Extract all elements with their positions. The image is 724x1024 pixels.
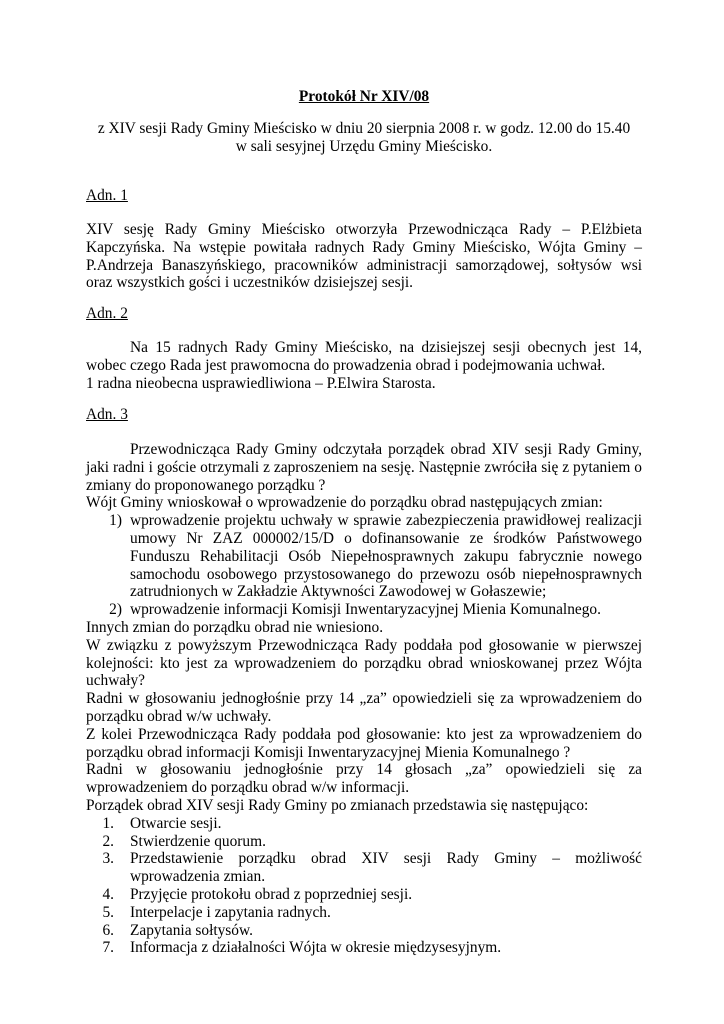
list-item <box>86 512 642 601</box>
list-item <box>86 939 642 957</box>
list-number: 1) <box>109 512 122 530</box>
list-item <box>86 833 642 851</box>
list-text: Przedstawienie porządku obrad XIV sesji Rady Gminy – możliwość wprowadzenia zmian. <box>130 850 642 886</box>
list-text: Otwarcie sesji. <box>130 814 222 832</box>
list-item <box>86 886 642 904</box>
list-text: Interpelacje i zapytania radnych. <box>130 903 331 921</box>
list-item <box>86 815 642 833</box>
subtitle-line-2: w sali sesyjnej Urzędu Gminy Mieścisko. <box>235 137 493 155</box>
changes-list <box>86 512 642 619</box>
paragraph-wojt: Wójt Gminy wnioskował o wprowadzenie do porządku obrad następujących zmian: <box>86 494 603 512</box>
list-number: 3. <box>102 850 114 868</box>
paragraph: Innych zmian do porządku obrad nie wniesiono. <box>86 618 384 636</box>
list-item <box>86 904 642 922</box>
document-title: Protokół Nr XIV/08 <box>298 88 430 105</box>
section-adn-2 <box>86 305 642 323</box>
list-text: Stwierdzenie quorum. <box>130 832 266 850</box>
list-text: Informacja z działalności Wójta w okresie międzysesyjnym. <box>130 939 502 957</box>
list-number: 6. <box>102 921 114 939</box>
section-adn-3-body <box>86 441 642 957</box>
section-adn-2-body <box>86 339 642 392</box>
list-number: 7. <box>102 939 114 957</box>
paragraph: Radni w głosowaniu jednogłośnie przy 14 głosach „za” opowiedzieli się za wprowadzeniem do porządku obrad w/w informacji. <box>86 761 642 797</box>
list-number: 5. <box>102 903 114 921</box>
list-number: 4. <box>102 885 114 903</box>
list-number: 2. <box>102 832 114 850</box>
section-heading: Adn. 1 <box>86 187 128 204</box>
document-subtitle <box>86 120 642 156</box>
section-adn-3 <box>86 406 642 424</box>
section-adn-1 <box>86 187 642 205</box>
list-text: Zapytania sołtysów. <box>130 921 253 939</box>
list-text: wprowadzenie informacji Komisji Inwentaryzacyjnej Mienia Komunalnego. <box>130 601 601 619</box>
list-text: wprowadzenie projektu uchwały w sprawie zabezpieczenia prawidłowej realizacji umowy Nr ZAZ 000002/15/D o dofinansowanie ze środków Państwowego Funduszu Rehabilitacji Osób Niepełnosprawnych zakupu fabrycznie nowego samochodu osobowego przystosowanego do przewozu osób niepełnosprawnych zatrudnionych w Zakładzie Aktywności Zawodowej w Gołaszewie; <box>130 512 642 601</box>
list-item <box>86 922 642 940</box>
list-number: 2) <box>109 601 122 619</box>
paragraph: XIV sesję Rady Gminy Mieścisko otworzyła Przewodnicząca Rady – P.Elżbieta Kapczyńska. Na wstępie powitała radnych Rady Gminy Mieścisko, Wójta Gminy – P.Andrzeja Banaszyńskiego, pracowników administracji samorządowej, sołtysów wsi oraz wszystkich gości i uczestników dzisiejszej sesji. <box>86 221 642 292</box>
subtitle-line-1: z XIV sesji Rady Gminy Mieścisko w dniu 20 sierpnia 2008 r. w godz. 12.00 do 15.40 <box>97 120 631 137</box>
paragraph: W związku z powyższym Przewodnicząca Rady poddała pod głosowanie w pierwszej kolejności: kto jest za wprowadzeniem do porządku obrad wnioskowanej przez Wójta uchwały? <box>86 636 642 690</box>
paragraph-absent: 1 radna nieobecna usprawiedliwiona – P.Elwira Starosta. <box>86 374 436 392</box>
paragraph: Radni w głosowaniu jednogłośnie przy 14 „za” opowiedzieli się za wprowadzeniem do porządku obrad w/w uchwały. <box>86 690 642 725</box>
list-number: 1. <box>102 814 114 832</box>
paragraph: Porządek obrad XIV sesji Rady Gminy po zmianach przedstawia się następująco: <box>86 796 589 814</box>
agenda-list <box>86 815 642 957</box>
section-heading: Adn. 3 <box>86 406 128 423</box>
section-heading: Adn. 2 <box>86 305 128 322</box>
section-adn-1-body <box>86 221 642 292</box>
paragraph: Na 15 radnych Rady Gminy Mieścisko, na dzisiejszej sesji obecnych jest 14, wobec czego Rada jest prawomocna do prowadzenia obrad i podejmowania uchwał. <box>86 339 642 374</box>
list-text: Przyjęcie protokołu obrad z poprzedniej sesji. <box>130 885 413 903</box>
paragraph-intro: Przewodnicząca Rady Gminy odczytała porządek obrad XIV sesji Rady Gminy, jaki radni i goście otrzymali z zaproszeniem na sesję. Następnie zwróciła się z pytaniem o zmiany do proponowanego porządku ? <box>86 441 642 494</box>
list-item <box>86 850 642 886</box>
list-item <box>86 601 642 619</box>
paragraph: Z kolei Przewodnicząca Rady poddała pod głosowanie: kto jest za wprowadzeniem do porządku obrad informacji Komisji Inwentaryzacyjnej Mienia Komunalnego ? <box>86 725 642 761</box>
